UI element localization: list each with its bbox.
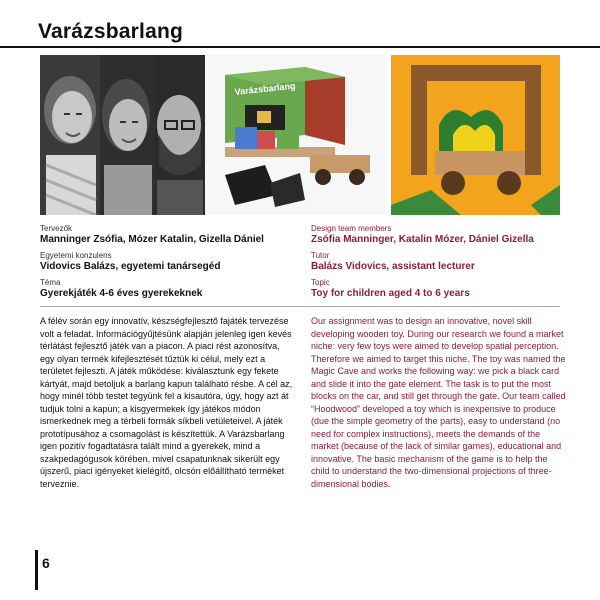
en-meta — [311, 224, 571, 300]
gate-car-photo — [391, 55, 560, 215]
page-number: 6 — [42, 555, 50, 571]
hu-designers: Manninger Zsófia, Mózer Katalin, Gizella Dániel — [40, 234, 264, 245]
en-tutor: Balázs Vidovics, assistant lecturer — [311, 261, 475, 272]
box-label: Varázsbarlang — [234, 80, 296, 97]
page-title: Varázsbarlang — [38, 20, 184, 43]
portrait-photo-2 — [100, 55, 155, 215]
hu-meta — [40, 224, 310, 300]
hu-tutor-label: Egyetemi konzulens — [40, 251, 112, 260]
hu-tutor: Vidovics Balázs, egyetemi tanársegéd — [40, 261, 221, 272]
hu-body-text: A félév során egy innovatív, készségfejlesztő fajáték tervezése volt a feladat. Információgyűjtésünk alapján jelenleg igen kevés térlátást fejlesztő játék van a piacon. A piaci rést azonosítva, egy olyan termék kifejlesztését tűztük ki célul, mely ezt a területet fejleszti. A játék működése: kiválasztunk egy fekete kártyát, majd betoljuk a barlang kapun található résbe. A cél az, hogy minél több testet tegyünk fel a kisautóra, úgy, hogy azt át tudjuk tolni a kapun; a kisgyermekek így játékos módon ismerkednek meg a térbeli formák síkbeli vetületeivel. A játék prototípusához a csomagolást is készítettük. A Varázsbarlang igen pozitív fogadtatásra talált mind a gyerekek, mind a szakpedagógusok körében, mivel csapatunknak sikerült egy újszerű, piaci igényeket kielégítő, olcsón előállítható terméket terveznie. — [40, 316, 293, 489]
hu-topic: Gyerekjáték 4-6 éves gyerekeknek — [40, 288, 203, 299]
portrait-photo-1 — [40, 55, 100, 215]
portrait-photo-3 — [155, 55, 205, 215]
hu-designers-label: Tervezők — [40, 224, 73, 233]
en-topic-label: Topic — [311, 278, 330, 287]
en-designers: Zsófia Manninger, Katalin Mózer, Dániel Gizella — [311, 234, 534, 245]
en-tutor-label: Tutor — [311, 251, 330, 260]
hu-topic-label: Téma — [40, 278, 61, 287]
title-rule — [0, 46, 600, 48]
en-body-text: Our assignment was to design an innovative, novel skill developing wooden toy. During our research we found a market niche: very few toys were aimed to develop spatial perception. Therefore we aimed to target this niche. The toy was named the Magic Cave and works the following way: we pick a black card and slide it into the gate element. The task is to put the most blocks on the car, and still get through the gate. Our team called “Hoodwood” developed a toy which is inexpensive to produce (due the simple geometry of the parts), easy to understand (no need for complex instructions), meets the demands of the market (because of the lack of similar games), educational and innovative. The basic mechanism of the game is to help the child to understand the two-dimensional projections of three-dimensional bodies. — [311, 316, 566, 489]
en-designers-label: Design team members — [311, 224, 392, 233]
en-topic: Toy for children aged 4 to 6 years — [311, 288, 470, 299]
section-divider — [40, 306, 560, 307]
page-number-bar — [35, 550, 38, 590]
toy-box-photo — [205, 55, 385, 215]
